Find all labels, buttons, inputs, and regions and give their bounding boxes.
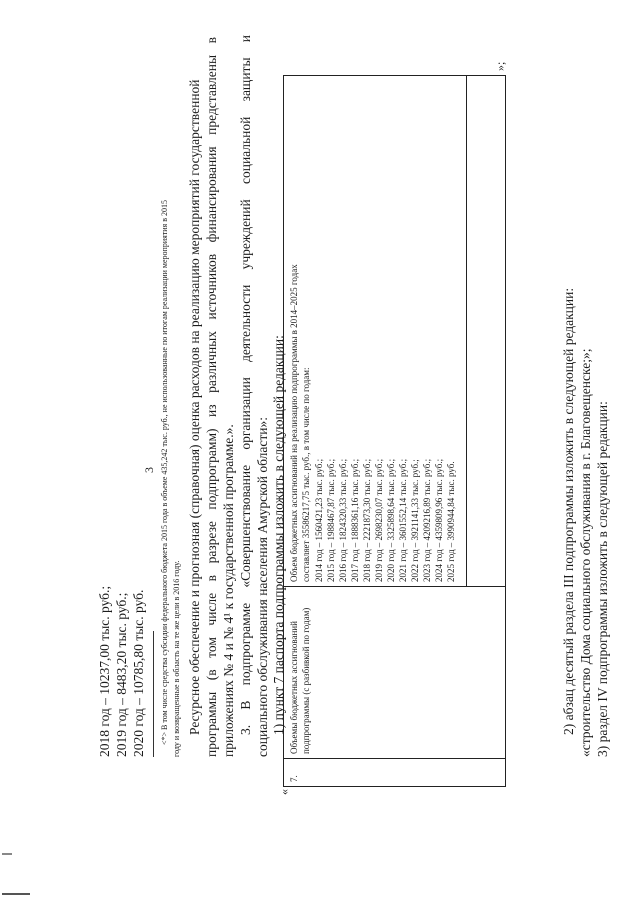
footnote-separator — [153, 631, 154, 757]
year-row: 2017 год – 1888361,16 тыс. руб.; — [350, 458, 360, 582]
left-cell-line-1: Объемы бюджетных ассигнований — [289, 621, 299, 754]
year-line-2019: 2019 год – 8483,20 тыс. руб.; — [114, 592, 129, 757]
year-row: 2016 год – 1824320,33 тыс. руб.; — [338, 458, 348, 582]
column-divider-2 — [284, 586, 505, 587]
page-number: 3 — [142, 467, 156, 473]
subprogram-heading-line-1: 3. В подпрограмме «Совершенствование организации деятельности учреждений социальной защиты и — [238, 35, 253, 735]
subprogram-heading-line-2: социального обслуживания населения Амурской области»: — [255, 417, 270, 757]
scan-edge-mark — [2, 853, 12, 855]
left-cell-line-2: подпрограммы (с разбивкой по годам) — [301, 607, 311, 754]
year-row: 2021 год – 3601552,14 тыс. руб.; — [398, 458, 408, 582]
year-row: 2020 год – 3325898,64 тыс. руб.; — [386, 458, 396, 582]
item-1-heading: 1) пункт 7 паспорта подпрограммы изложить в следующей редакции: — [271, 335, 286, 735]
column-divider-1 — [284, 758, 505, 759]
year-row: 2022 год – 3921141,33 тыс. руб.; — [410, 459, 420, 582]
footnote-line-1: <*> В том числе средства субсидии федерального бюджета 2015 года в объеме 435,242 тыс. руб., не использованные по итогам реализации мероприятия в 2015 — [160, 199, 169, 745]
right-cell-header-2: составляет 35586217,75 тыс. руб., в том числе по годам: — [301, 367, 311, 582]
year-line-2020: 2020 год – 10785,80 тыс. руб. — [131, 589, 146, 757]
open-quote: « — [277, 789, 291, 795]
close-quote: »; — [493, 61, 507, 71]
scan-edge-mark — [2, 893, 30, 895]
footnote-line-2: году и возвращенные в область на те же цели в 2016 году. — [172, 560, 181, 757]
year-row: 2014 год – 1560421,23 тыс. руб.; — [314, 458, 324, 582]
item-2-line: 2) абзац десятый раздела III подпрограммы изложить в следующей редакции: — [561, 287, 576, 735]
year-line-2018: 2018 год – 10237,00 тыс. руб.; — [97, 585, 112, 757]
passport-table — [283, 75, 506, 787]
paragraph-resources-line-1: Ресурсное обеспечение и прогнозная (справочная) оценка расходов на реализацию мероприятий государственной — [187, 79, 202, 735]
item-2-quote-line: «строительство Дома социального обслуживания в г. Благовещенске;»; — [578, 348, 593, 757]
year-row: 2015 год – 1988467,87 тыс. руб.; — [326, 458, 336, 582]
paragraph-resources-line-2: программы (в том числе в разрезе подпрограмм) из различных источников финансирования представлены в — [204, 37, 219, 757]
row-number: 7. — [289, 775, 299, 782]
row-divider — [466, 76, 467, 587]
year-row: 2024 год – 4359809,96 тыс. руб.; — [434, 458, 444, 582]
item-3-line: 3) раздел IV подпрограммы изложить в следующей редакции: — [595, 401, 610, 757]
year-row: 2025 год – 3990944,84 тыс. руб. — [446, 461, 456, 582]
right-cell-header-1: Объем бюджетных ассигнований на реализацию подпрограммы в 2014–2025 годах — [289, 264, 299, 582]
year-row: 2019 год – 2698230,07 тыс. руб.; — [374, 458, 384, 582]
paragraph-resources-line-3: приложениях № 4 и № 4¹ к государственной программе.». — [221, 424, 236, 757]
year-row: 2023 год – 4209216,89 тыс. руб.; — [422, 458, 432, 582]
year-row: 2018 год – 2221873,30 тыс. руб.; — [362, 458, 372, 582]
